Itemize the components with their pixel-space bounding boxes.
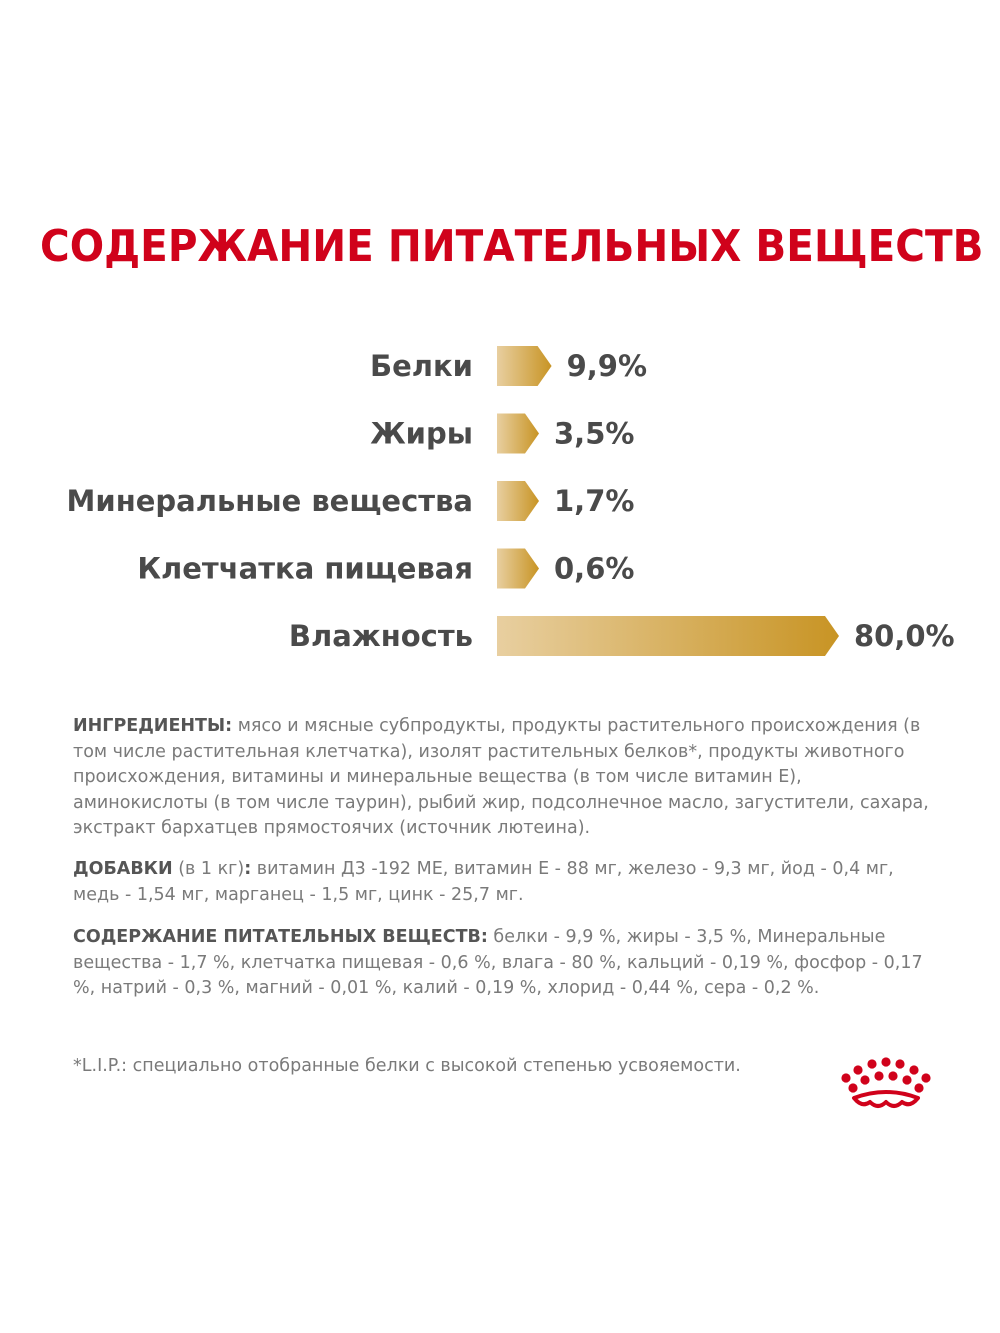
bar-value-label: 0,6% — [554, 551, 635, 586]
bar-category-label: Белки — [369, 349, 473, 383]
bar — [497, 549, 539, 589]
bar-category-label: Жиры — [370, 416, 473, 451]
additives-unit: (в 1 кг) — [172, 859, 245, 879]
additives-heading: ДОБАВКИ — [73, 859, 173, 879]
ingredients-body: мясо и мясные субпродукты, продукты растительного происхождения (в том числе растительная клетчатка), изолят растительных белков*, продукты животного происхождения, витамины и минеральные вещества (в том числе витамин Е), аминокислоты (в том числе таурин), рыбий жир, подсолнечное масло, загустители, сахара, экстракт бархатцев прямостоячих (источник лютеина). — [73, 716, 929, 838]
nutrients-text — [73, 925, 933, 1002]
additives-body: витамин Д3 -192 МЕ, витамин Е - 88 мг, железо - 9,3 мг, йод - 0,4 мг, медь - 1,54 мг, марганец - 1,5 мг, цинк - 25,7 мг. — [73, 859, 894, 905]
bar-value-label: 80,0% — [854, 619, 955, 653]
bar-category-label: Влажность — [288, 619, 473, 653]
footnote: *L.I.P.: специально отобранные белки с высокой степенью усвояемости. — [73, 1056, 741, 1076]
nutrients-heading: СОДЕРЖАНИЕ ПИТАТЕЛЬНЫХ ВЕЩЕСТВ: — [73, 927, 488, 947]
additives-colon: : — [244, 859, 252, 879]
bar-category-label: Клетчатка пищевая — [137, 551, 473, 586]
bar-value-label: 3,5% — [554, 416, 635, 451]
page-title: СОДЕРЖАНИЕ ПИТАТЕЛЬНЫХ ВЕЩЕСТВ — [40, 221, 984, 272]
additives-text — [73, 857, 933, 908]
bar-value-label: 9,9% — [566, 349, 648, 383]
nutrient-bar-chart — [0, 330, 1000, 670]
bar-category-label: Минеральные вещества — [66, 484, 473, 518]
bar — [497, 346, 552, 386]
bar-value-label: 1,7% — [554, 484, 635, 518]
bar — [497, 616, 839, 656]
bar — [497, 414, 539, 454]
ingredients-text — [73, 714, 933, 842]
crown-icon — [832, 1052, 940, 1114]
ingredients-heading: ИНГРЕДИЕНТЫ: — [73, 716, 233, 736]
bar — [497, 481, 539, 521]
nutrients-body: белки - 9,9 %, жиры - 3,5 %, Минеральные вещества - 1,7 %, клетчатка пищевая - 0,6 %, влага - 80 %, кальций - 0,19 %, фосфор - 0,17 %, натрий - 0,3 %, магний - 0,01 %, калий - 0,19 %, хлорид - 0,44 %, сера - 0,2 %. — [73, 927, 923, 998]
